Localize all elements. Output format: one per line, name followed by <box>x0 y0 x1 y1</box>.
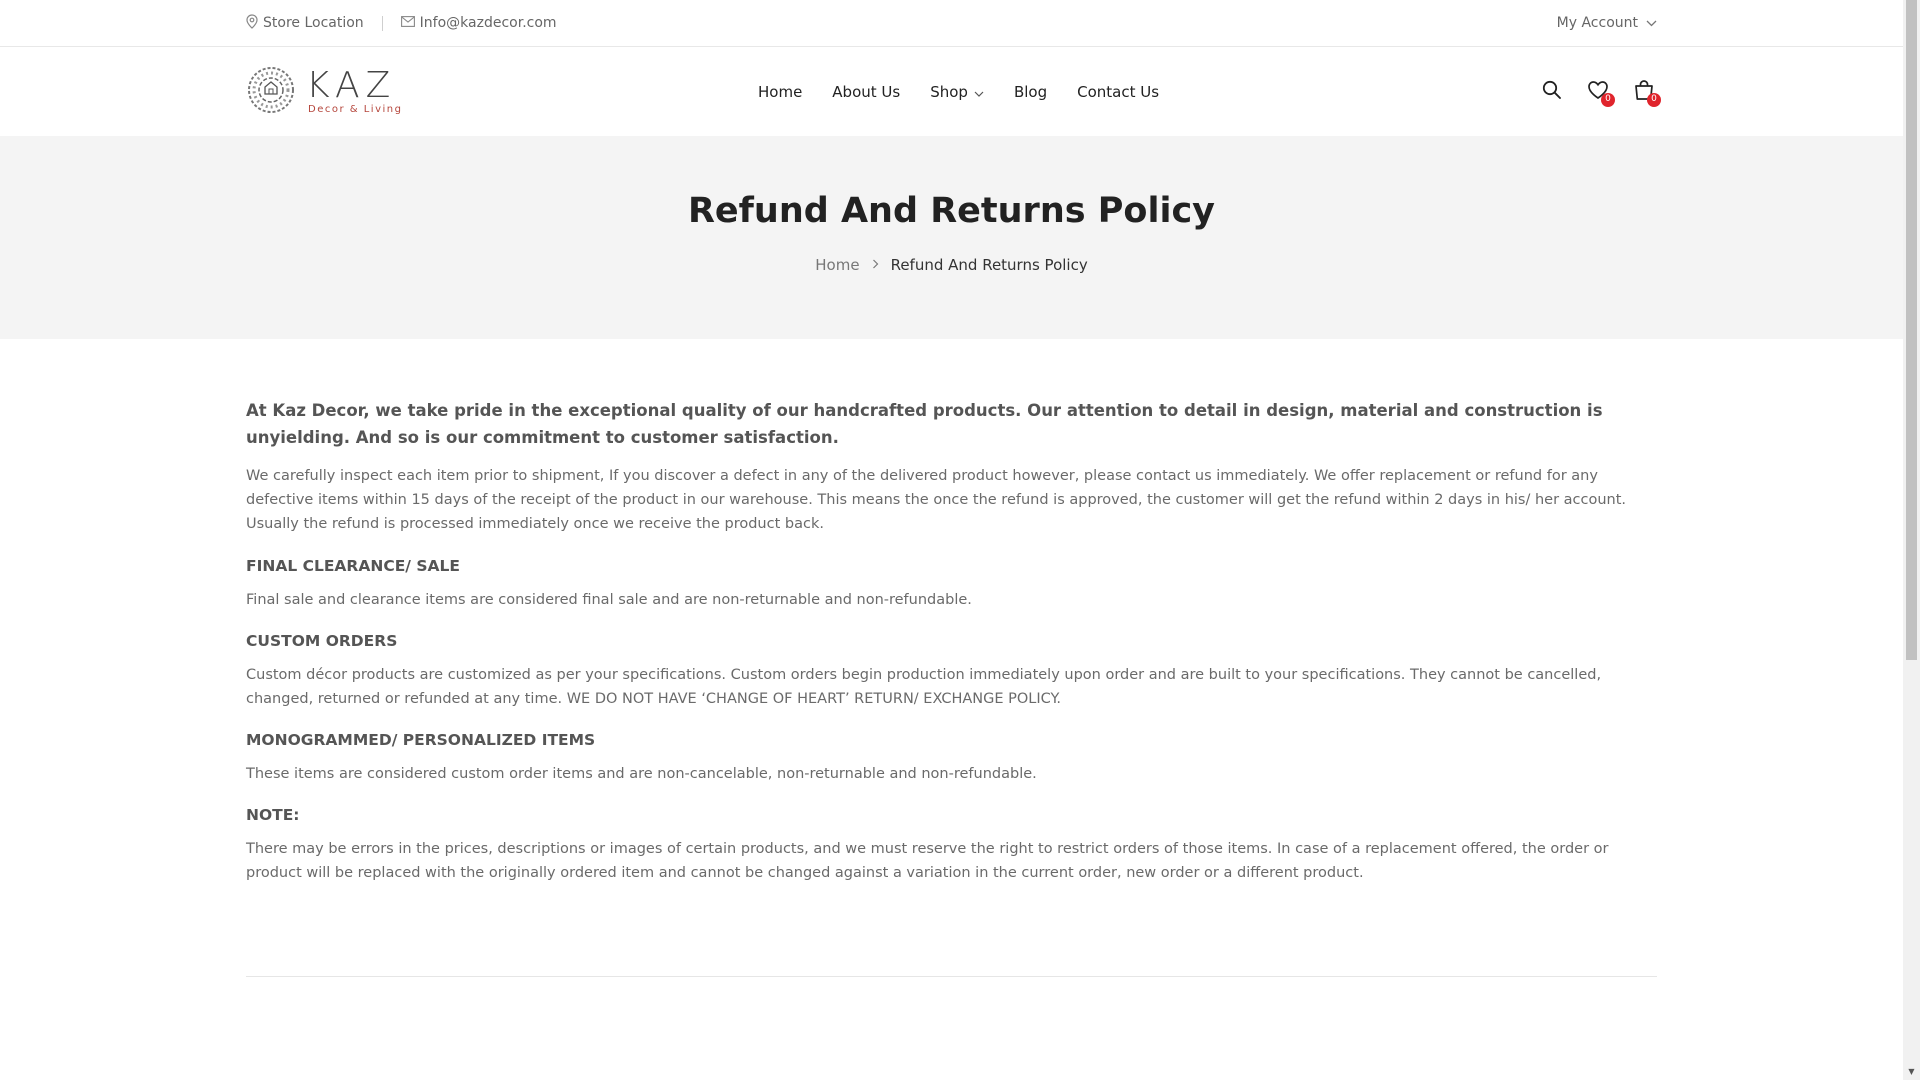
scroll-down-arrow-icon[interactable]: ▼ <box>1908 1067 1915 1076</box>
nav-blog-label: Blog <box>1013 82 1048 101</box>
nav-home[interactable] <box>758 83 802 101</box>
cart-count-badge: 0 <box>1647 93 1661 107</box>
chevron-right-icon <box>872 258 879 273</box>
my-account-dropdown[interactable] <box>1557 15 1657 31</box>
nav-contact[interactable] <box>1077 83 1159 101</box>
breadcrumb-current: Refund And Returns Policy <box>890 256 1088 274</box>
logo-tagline: Decor & Living <box>308 103 403 115</box>
search-icon <box>1542 80 1562 104</box>
nav-contact-label: Contact Us <box>1077 82 1160 101</box>
nav-shop[interactable] <box>930 83 984 101</box>
mail-icon <box>401 15 415 31</box>
heading-monogrammed-items: MONOGRAMMED/ PERSONALIZED ITEMS <box>246 731 596 749</box>
paragraph-note: There may be errors in the prices, descriptions or images of certain products, and we must reserve the right to restrict orders of those items. In case of a replacement offered, the order or product will be replaced with the originally ordered item and cannot be changed against a variation in the current order, new order or a different product. <box>246 841 1609 881</box>
map-pin-icon <box>246 14 258 33</box>
policy-intro: At Kaz Decor, we take pride in the exceptional quality of our handcrafted products. Our attention to detail in design, material and construction is unyielding. And so is our commitment to customer satisfaction. <box>246 401 1603 447</box>
my-account-label: My Account <box>1556 15 1638 31</box>
breadcrumb <box>0 256 1903 274</box>
logo-name: KAZ <box>306 64 397 106</box>
chevron-down-icon <box>974 83 984 101</box>
wreath-logo-icon <box>246 65 296 119</box>
nav-about[interactable] <box>832 83 900 101</box>
nav-blog[interactable] <box>1014 83 1047 101</box>
search-button[interactable] <box>1539 79 1565 105</box>
policy-content <box>246 397 1657 885</box>
logo-wordmark <box>306 64 403 116</box>
site-logo[interactable] <box>246 65 402 119</box>
chevron-down-icon <box>1646 15 1657 31</box>
top-bar <box>0 0 1903 47</box>
heading-final-clearance: FINAL CLEARANCE/ SALE <box>246 557 460 575</box>
content-divider <box>246 976 1657 977</box>
page-title-band <box>0 136 1903 339</box>
cart-button[interactable] <box>1631 79 1657 105</box>
wishlist-button[interactable] <box>1585 79 1611 105</box>
topbar-divider <box>382 16 383 31</box>
store-location-link[interactable] <box>246 14 364 33</box>
nav-about-label: About Us <box>832 82 901 101</box>
header-icons <box>1539 79 1657 105</box>
page-scrollbar[interactable] <box>1903 0 1920 1080</box>
breadcrumb-home-link[interactable]: Home <box>815 256 860 274</box>
email-link[interactable] <box>401 15 557 31</box>
scrollbar-thumb[interactable] <box>1906 0 1917 660</box>
paragraph-monogrammed-items: These items are considered custom order items and are non-cancelable, non-returnable and non-refundable. <box>246 766 1037 782</box>
policy-paragraph-defects: We carefully inspect each item prior to shipment, If you discover a defect in any of the delivered product however, please contact us immediately. We offer replacement or refund for any defective items within 15 days of the receipt of the product in our warehouse. This means the once the refund is approved, the customer will get the refund within 2 days in his/ her account. Usually the refund is processed immediately once we receive the product back. <box>246 468 1627 532</box>
wishlist-count-badge: 0 <box>1601 93 1615 107</box>
main-nav <box>758 83 1159 101</box>
main-header <box>0 47 1903 136</box>
email-label: Info@kazdecor.com <box>419 15 557 31</box>
heading-note: NOTE: <box>246 806 300 824</box>
paragraph-custom-orders: Custom décor products are customized as per your specifications. Custom orders begin production immediately upon order and are built to your specifications. They cannot be cancelled, changed, returned or refunded at any time. WE DO NOT HAVE ‘CHANGE OF HEART’ RETURN/ EXCHANGE POLICY. <box>246 667 1602 707</box>
nav-home-label: Home <box>758 82 803 101</box>
page-title: Refund And Returns Policy <box>687 191 1216 231</box>
store-location-label: Store Location <box>263 15 364 31</box>
nav-shop-label: Shop <box>930 82 968 101</box>
heading-custom-orders: CUSTOM ORDERS <box>246 632 398 650</box>
paragraph-final-clearance: Final sale and clearance items are considered final sale and are non-returnable and non-refundable. <box>246 592 972 608</box>
